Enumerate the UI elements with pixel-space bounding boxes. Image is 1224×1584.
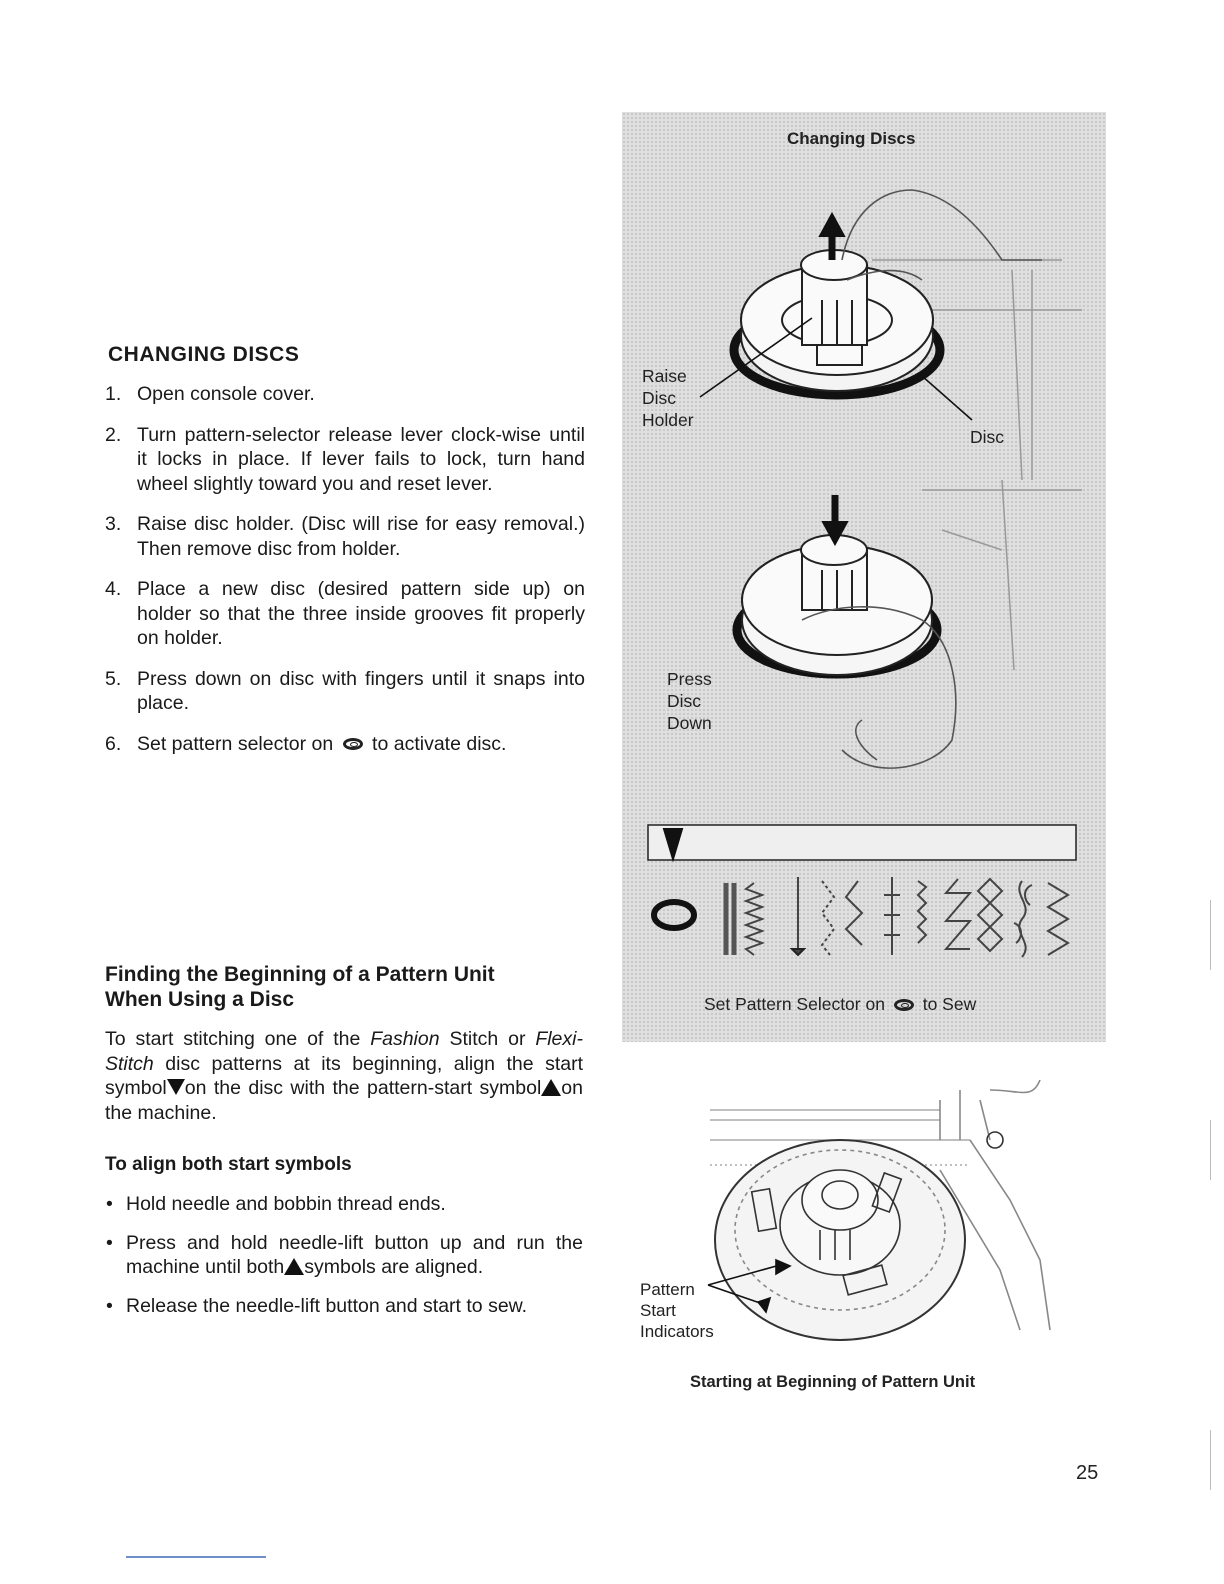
para-text: Stitch or <box>449 1028 526 1050</box>
bullet-text: Hold needle and bobbin thread ends. <box>126 1193 446 1215</box>
step-text: Place a new disc (desired pattern side up) on holder so that the three inside grooves fit properly on holder. <box>137 578 585 649</box>
step-item <box>105 732 585 757</box>
heading-line: Finding the Beginning of a Pattern Unit <box>105 963 495 986</box>
step-text: Press down on disc with fingers until it snaps into place. <box>137 667 585 714</box>
step-item <box>105 382 585 407</box>
step-text: Raise disc holder. (Disc will rise for easy removal.) Then remove disc from holder. <box>137 513 585 560</box>
scan-edge-mark <box>1210 1120 1211 1180</box>
bullet-item <box>105 1294 583 1319</box>
bullet-item <box>105 1231 583 1280</box>
figure-caption-starting-at-beginning: Starting at Beginning of Pattern Unit <box>690 1373 976 1391</box>
section-heading-changing-discs: CHANGING DISCS <box>108 343 300 366</box>
step-text: Set pattern selector on <box>137 732 334 755</box>
label-line: Holder <box>642 410 694 430</box>
bullet-item <box>105 1192 583 1217</box>
triangle-down-icon <box>167 1079 185 1095</box>
label-line: Down <box>667 713 712 733</box>
step-number: 6. <box>105 732 122 755</box>
label-line: Indicators <box>640 1322 714 1341</box>
label-disc: Disc <box>970 427 1005 447</box>
bullet-text: symbols are aligned. <box>304 1256 484 1278</box>
section-heading-finding-beginning <box>105 962 585 1012</box>
disc-selector-icon <box>894 999 914 1011</box>
step-item <box>105 512 585 561</box>
label-line: Pattern <box>640 1280 695 1299</box>
step-number: 2. <box>105 423 122 446</box>
para-text: on the machine. <box>105 1077 583 1124</box>
caption-text: to Sew <box>922 994 977 1014</box>
step-text: Turn pattern-selector release lever clock-wise until it locks in place. If lever fails to lock, turn hand wheel slightly toward you and reset lever. <box>137 423 585 495</box>
pattern-selector-illustration <box>622 815 1106 995</box>
bullet-dot: • <box>106 1231 113 1254</box>
bullet-dot: • <box>106 1294 113 1317</box>
para-text: on the disc with the pattern-start symbol <box>184 1077 542 1099</box>
step-item <box>105 577 585 651</box>
top-disc-drawing <box>700 190 1082 480</box>
disc-selector-icon <box>343 738 363 750</box>
step-text: to activate disc. <box>372 732 507 755</box>
label-line: Disc <box>642 388 677 408</box>
step-number: 4. <box>105 578 122 600</box>
bottom-disc-drawing <box>737 480 1082 768</box>
label-press-disc-down <box>667 668 712 734</box>
triangle-up-icon <box>284 1258 304 1275</box>
para-text: disc patterns at its beginning, align the start symbol <box>105 1052 583 1099</box>
footer-rule <box>126 1556 266 1558</box>
label-line: Disc <box>667 691 702 711</box>
step-number: 5. <box>105 667 122 690</box>
page-number: 25 <box>1076 1462 1099 1484</box>
label-line: Raise <box>642 366 687 386</box>
heading-line: When Using a Disc <box>105 988 295 1011</box>
label-raise-disc-holder <box>642 365 694 431</box>
figure-caption-set-selector <box>704 994 976 1015</box>
finding-paragraph <box>105 1027 583 1125</box>
scan-edge-mark <box>1210 1430 1211 1490</box>
bullet-text: Release the needle-lift button and start to sew. <box>126 1294 528 1317</box>
align-bullets <box>105 1192 583 1332</box>
figure-caption-changing-discs: Changing Discs <box>787 129 916 148</box>
subheading-align-symbols: To align both start symbols <box>105 1154 352 1175</box>
scan-edge-mark <box>1210 900 1211 970</box>
step-item <box>105 423 585 497</box>
changing-discs-steps <box>105 382 585 772</box>
bullet-dot: • <box>106 1193 113 1215</box>
caption-text: Set Pattern Selector on <box>704 994 885 1014</box>
para-text: To start stitching one of the <box>105 1028 361 1050</box>
bullet-text: Press and hold needle-lift button up and run the machine until both <box>126 1231 583 1278</box>
step-item <box>105 667 585 716</box>
para-emphasis: Fashion <box>370 1028 440 1050</box>
step-number: 1. <box>105 383 122 405</box>
label-pattern-start-indicators <box>640 1279 714 1342</box>
label-line: Press <box>667 669 712 689</box>
label-line: Start <box>640 1301 676 1320</box>
para-emphasis: Flexi-Stitch <box>105 1028 583 1075</box>
step-number: 3. <box>105 513 122 535</box>
step-text: Open console cover. <box>137 383 315 405</box>
triangle-up-icon <box>541 1079 561 1096</box>
